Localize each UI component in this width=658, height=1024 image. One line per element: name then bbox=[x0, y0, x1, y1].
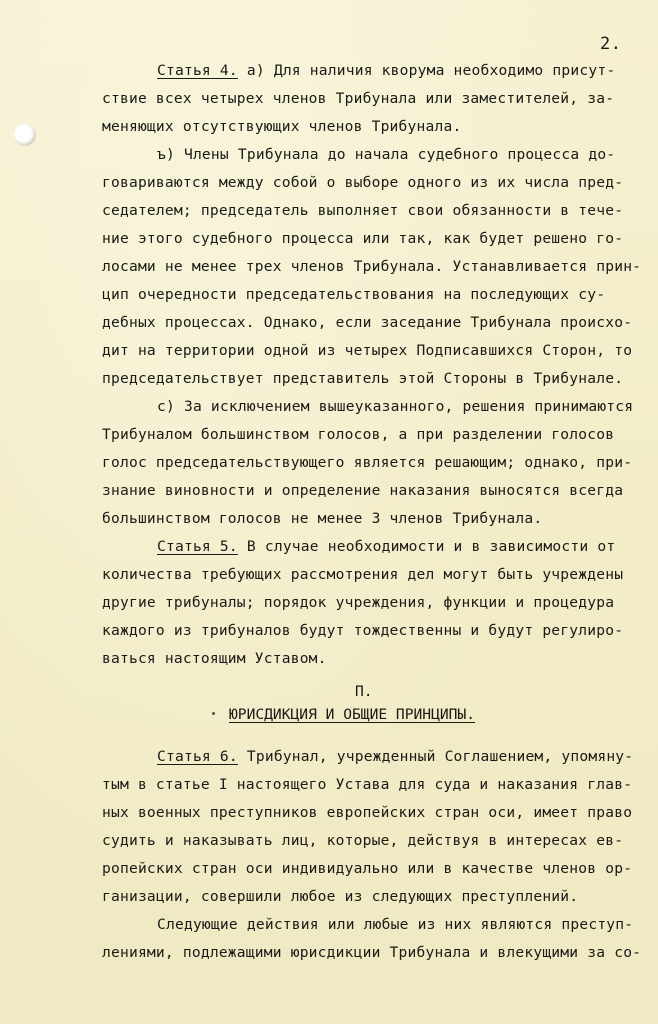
line-text: лениями, подлежащими юрисдикции Трибунала и влекущими за со- bbox=[102, 944, 642, 961]
line-text: меняющих отсутствующих членов Трибунала. bbox=[102, 118, 462, 135]
line-text: дит на территории одной из четырех Подписавшихся Сторон, то bbox=[102, 342, 633, 359]
text-line bbox=[102, 944, 641, 962]
section-numeral: П. bbox=[355, 683, 373, 700]
text-line bbox=[102, 776, 632, 794]
line-text: знание виновности и определение наказания выносятся всегда bbox=[102, 482, 624, 499]
text-line bbox=[102, 342, 632, 360]
line-text: ствие всех четырех членов Трибунала или заместителей, за- bbox=[102, 90, 615, 107]
text-line bbox=[102, 230, 623, 248]
line-text: дебных процессах. Однако, если заседание Трибунала происхо- bbox=[102, 314, 633, 331]
text-line bbox=[102, 566, 623, 584]
stray-mark bbox=[212, 712, 215, 715]
line-text: другие трибуналы; порядок учреждения, функции и процедура bbox=[102, 594, 615, 611]
text-line bbox=[102, 888, 578, 906]
text-line bbox=[157, 916, 633, 934]
text-line bbox=[102, 426, 614, 444]
line-text: тым в статье I настоящего Устава для суда и наказания глав- bbox=[102, 776, 633, 793]
text-line bbox=[102, 650, 327, 668]
line-text: цип очередности председательствования на последующих су- bbox=[102, 286, 606, 303]
text-line bbox=[157, 62, 615, 80]
line-text: Следующие действия или любые из них являются преступ- bbox=[157, 916, 634, 933]
text-line bbox=[157, 538, 615, 556]
text-line bbox=[102, 860, 632, 878]
text-line bbox=[102, 482, 623, 500]
line-text: говариваются между собой о выборе одного из их числа пред- bbox=[102, 174, 624, 191]
text-line bbox=[102, 118, 461, 136]
text-line bbox=[102, 622, 623, 640]
text-line bbox=[157, 398, 633, 416]
text-line bbox=[102, 804, 632, 822]
text-line bbox=[102, 258, 641, 276]
article-label: Статья 6. bbox=[157, 748, 238, 765]
line-text: ропейских стран оси индивидуально или в качестве членов ор- bbox=[102, 860, 633, 877]
article-label: Статья 4. bbox=[157, 62, 238, 79]
text-line bbox=[102, 174, 623, 192]
text-line bbox=[102, 594, 614, 612]
line-text: а) Для наличия кворума необходимо присут- bbox=[237, 62, 616, 79]
line-text: количества требующих рассмотрения дел могут быть учреждены bbox=[102, 566, 624, 583]
line-text: ных военных преступников европейских стран оси, имеет право bbox=[102, 804, 633, 821]
line-text: Трибунал, учрежденный Соглашением, упомяну- bbox=[237, 748, 634, 765]
text-line bbox=[157, 146, 615, 164]
line-text: судить и наказывать лиц, которые, действуя в интересах ев- bbox=[102, 832, 624, 849]
text-line bbox=[102, 286, 605, 304]
text-line bbox=[157, 748, 633, 766]
line-text: ганизации, совершили любое из следующих преступлений. bbox=[102, 888, 579, 905]
line-text: с) За исключением вышеуказанного, решения принимаются bbox=[157, 398, 634, 415]
text-line bbox=[102, 510, 542, 528]
line-text: Трибуналом большинством голосов, а при разделении голосов bbox=[102, 426, 615, 443]
line-text: большинством голосов не менее 3 членов Трибунала. bbox=[102, 510, 543, 527]
page-number: 2. bbox=[600, 34, 622, 54]
line-text: ъ) Члены Трибунала до начала судебного процесса до- bbox=[157, 146, 616, 163]
text-line bbox=[102, 202, 623, 220]
text-line bbox=[102, 90, 614, 108]
line-text: каждого из трибуналов будут тождественны и будут регулиро- bbox=[102, 622, 624, 639]
text-line bbox=[102, 832, 623, 850]
punch-hole bbox=[14, 124, 36, 146]
text-line bbox=[102, 370, 623, 388]
section-title: ЮРИСДИКЦИЯ И ОБЩИЕ ПРИНЦИПЫ. bbox=[229, 706, 476, 723]
line-text: голос председательствующего является решающим; однако, при- bbox=[102, 454, 633, 471]
line-text: лосами не менее трех членов Трибунала. Устанавливается прин- bbox=[102, 258, 642, 275]
text-line bbox=[102, 314, 632, 332]
line-text: седателем; председатель выполняет свои обязанности в тече- bbox=[102, 202, 624, 219]
text-line bbox=[102, 454, 632, 472]
line-text: ние этого судебного процесса или так, как будет решено го- bbox=[102, 230, 624, 247]
article-label: Статья 5. bbox=[157, 538, 238, 555]
line-text: ваться настоящим Уставом. bbox=[102, 650, 327, 667]
line-text: председательствует представитель этой Стороны в Трибунале. bbox=[102, 370, 624, 387]
line-text: В случае необходимости и в зависимости от bbox=[237, 538, 616, 555]
